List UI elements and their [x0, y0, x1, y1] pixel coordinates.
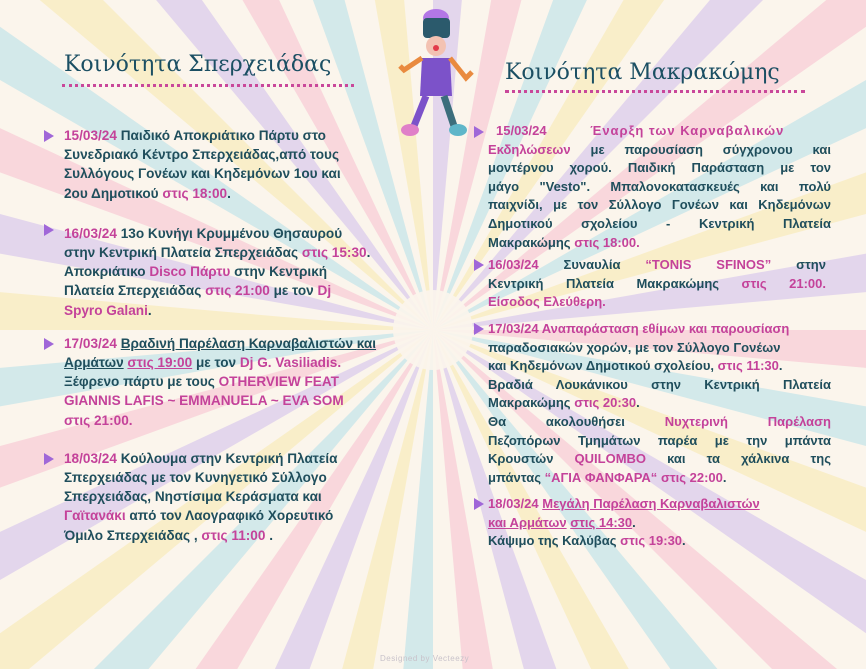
event-text: από τον Λαογραφικό Χορευτικό — [129, 508, 334, 524]
event-text: . — [636, 395, 640, 411]
left-event-15 — [64, 126, 390, 203]
event-text: . — [722, 469, 727, 485]
event-text: . — [269, 527, 273, 543]
event-date: 16/03/24 — [64, 225, 117, 241]
event-time: στις 21:00. — [64, 412, 133, 428]
left-event-17 — [64, 334, 390, 430]
event-time: στις 21:00 — [205, 283, 270, 299]
event-highlight: Αναπαράσταση εθίμων και παρουσίαση — [541, 320, 790, 336]
event-text: παραδοσιακών χορών, με τον Σύλλογο Γονέων — [488, 339, 781, 355]
bullet-triangle-icon — [474, 323, 484, 335]
event-time: στις 11:30 — [717, 358, 779, 374]
event-text: Πεζοπόρων Τμημάτων παρέα με την μπάντα — [488, 432, 831, 448]
event-time: στις 11:00 — [201, 527, 266, 543]
event-date: 18/03/24 — [64, 450, 117, 466]
bullet-triangle-icon — [474, 259, 484, 271]
event-text: στην Κεντρική Πλατεία Σπερχειάδας — [64, 245, 299, 261]
event-time: στις 18:00. — [574, 234, 640, 250]
right-column — [488, 122, 831, 551]
event-text: Συναυλία — [563, 257, 621, 273]
event-time: στις 14:30 — [570, 514, 633, 530]
event-text: Ξέφρενο πάρτυ με τους — [64, 374, 215, 390]
bullet-triangle-icon — [44, 130, 54, 142]
event-highlight: Dj — [317, 283, 332, 299]
event-text: . — [227, 185, 231, 201]
event-time: στις 19:00 — [127, 355, 193, 371]
event-text: Σπερχειάδας με τον Κυνηγετικό Σύλλογο — [64, 470, 327, 486]
jester-illustration — [392, 8, 476, 140]
event-text: Κεντρική Πλατεία Μακρακώμης — [488, 275, 720, 291]
event-text: . — [682, 533, 686, 549]
event-highlight: Γαϊτανάκι — [64, 508, 126, 524]
event-date: 15/03/24 — [496, 123, 547, 138]
right-event-15 — [488, 122, 831, 252]
right-event-17 — [488, 320, 831, 487]
event-text: Βραδινή Παρέλαση Καρναβαλιστών και — [120, 335, 377, 351]
event-highlight: Μεγάλη Παρέλαση Καρναβαλιστών — [542, 496, 760, 512]
bullet-triangle-icon — [44, 224, 54, 236]
event-highlight: “TONIS SFINOS” — [645, 257, 772, 273]
event-text: με τον — [195, 355, 237, 371]
left-event-18 — [64, 449, 390, 545]
event-text: . — [366, 245, 371, 261]
event-text: Αποκριάτικο — [64, 264, 146, 280]
event-text: μάγο "Vesto". Μπαλονοκατασκευές και πολύ — [488, 178, 831, 194]
event-text: μπάντας — [488, 469, 541, 485]
event-text: στην — [796, 257, 826, 273]
right-event-16 — [488, 256, 831, 312]
event-text: Κρουστών — [488, 451, 554, 467]
left-column — [64, 126, 390, 545]
event-highlight: Είσοδος Ελεύθερη. — [488, 294, 606, 310]
event-text: Παιδικό Αποκριάτικο Πάρτυ στο — [120, 128, 326, 143]
event-text: Θα ακολουθήσει — [488, 413, 625, 429]
event-highlight: QUILOMBO — [574, 451, 647, 467]
event-date: 15/03/24 — [64, 128, 117, 143]
event-text: παιχνίδι, με τον Σύλλογο Γονέων και Κηδεμόνων — [488, 197, 831, 213]
event-date: 17/03/24 — [64, 335, 117, 351]
event-time: στις 22:00 — [660, 469, 723, 485]
event-text: Πλατεία Σπερχειάδας — [64, 283, 202, 299]
event-highlight: Disco Πάρτυ — [149, 264, 231, 280]
event-text: στην Κεντρική — [234, 264, 328, 280]
event-highlight: Dj G. Vasiliadis. — [239, 355, 342, 371]
event-highlight: Νυχτερινή Παρέλαση — [664, 413, 831, 429]
event-text: μοντέρνου χορού. Παιδική Παράσταση με τον — [488, 160, 831, 176]
event-highlight: OTHERVIEW FEAT — [218, 374, 339, 390]
event-text: Όμιλο Σπερχειάδας , — [64, 527, 198, 543]
event-date: 16/03/24 — [488, 257, 539, 273]
event-date: 17/03/24 — [488, 320, 539, 336]
bullet-triangle-icon — [44, 453, 54, 465]
event-text: Δημοτικού σχολείου - Κεντρική Πλατεία — [488, 215, 831, 231]
event-text: Μακρακώμης — [488, 234, 571, 250]
event-text: 13ο Κυνήγι Κρυμμένου Θησαυρού — [120, 225, 343, 241]
event-text: . — [632, 514, 636, 530]
event-time: στις 15:30 — [301, 245, 367, 261]
left-heading-underline — [62, 84, 354, 87]
event-text: και Κηδεμόνων Δημοτικού σχολείου, — [488, 358, 715, 374]
designer-credit: Designed by Vecteezy — [380, 654, 470, 663]
right-heading-underline — [505, 90, 805, 93]
event-text: Συνεδριακό Κέντρο Σπερχειάδας,από τους — [64, 147, 340, 163]
left-event-16 — [64, 224, 390, 320]
event-time: στις 18:00 — [162, 185, 228, 201]
event-text: Κούλουμα στην Κεντρική Πλατεία — [120, 450, 338, 466]
event-text: Συλλόγους Γονέων και Κηδεμόνων 1ου και — [64, 166, 341, 182]
event-highlight: και Αρμάτων — [488, 514, 567, 530]
event-highlight: “ΑΓΙΑ ΦΑΝΦΑΡΑ“ — [544, 469, 658, 485]
event-text: Σπερχειάδας, Νηστίσιμα Κεράσματα και — [64, 489, 322, 505]
right-event-18 — [488, 495, 831, 551]
event-time: στις 21:00. — [741, 275, 826, 291]
event-highlight: GIANNIS LAFIS ~ EMMANUELA ~ EVA SOM — [64, 393, 344, 409]
bullet-triangle-icon — [474, 498, 484, 510]
event-text: Κάψιμο της Καλύβας — [488, 533, 617, 549]
event-date: 18/03/24 — [488, 496, 539, 512]
left-heading: Κοινότητα Σπερχειάδας — [64, 52, 332, 77]
event-time: στις 20:30 — [574, 395, 637, 411]
event-highlight: Εκδηλώσεων — [488, 141, 571, 157]
event-highlight: Spyro Galani — [64, 302, 148, 318]
event-highlight: Έναρξη των Καρναβαλικών — [590, 123, 785, 138]
event-time: στις 19:30 — [620, 533, 683, 549]
bullet-triangle-icon — [44, 338, 54, 350]
event-text: Βραδιά Λουκάνικου στην Κεντρική Πλατεία — [488, 376, 831, 392]
bullet-triangle-icon — [474, 126, 484, 138]
right-heading: Κοινότητα Μακρακώμης — [505, 60, 780, 85]
event-text: 2ου Δημοτικού — [64, 185, 159, 201]
event-text: . — [147, 302, 152, 318]
event-text: και τα χάλκινα της — [667, 451, 831, 467]
event-text: Αρμάτων — [64, 355, 124, 371]
event-text: Μακρακώμης — [488, 395, 571, 411]
event-text: . — [778, 358, 783, 374]
event-text: με παρουσίαση σύγχρονου και — [590, 141, 831, 157]
event-text: με τον — [273, 283, 314, 299]
